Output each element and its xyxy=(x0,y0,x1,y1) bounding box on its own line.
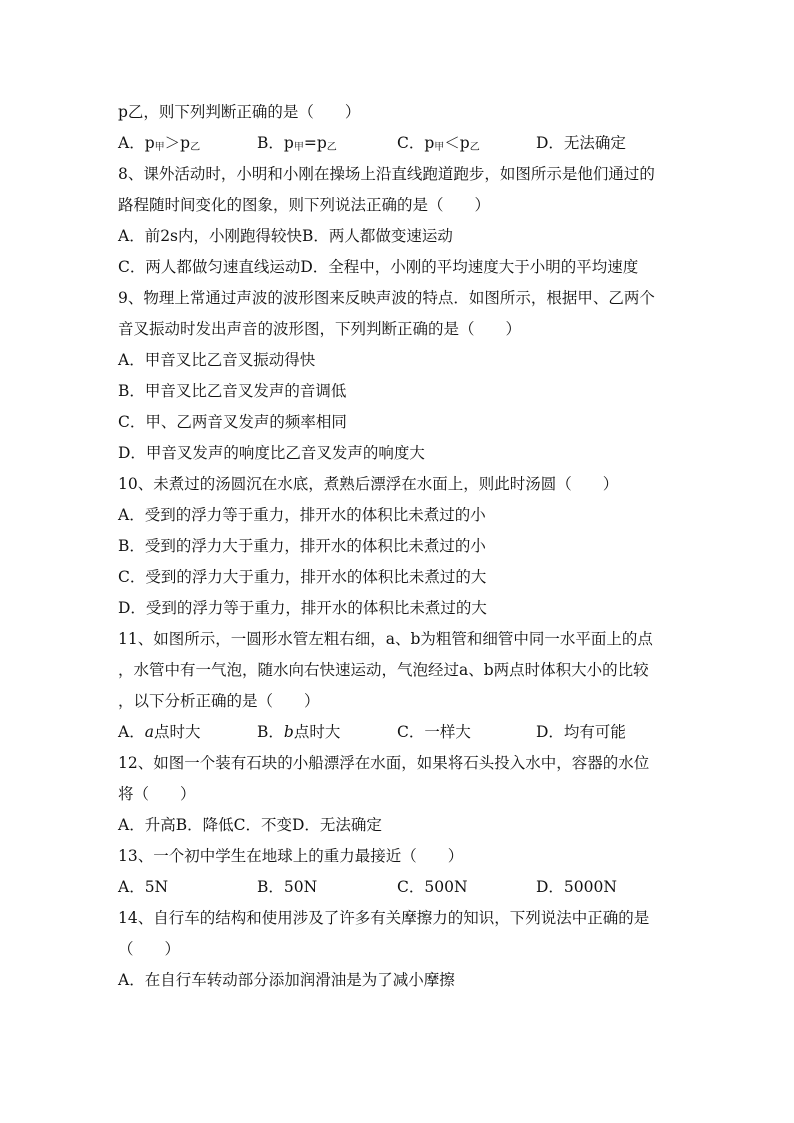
q9-stem-line1: 9、物理上常通过声波的波形图来反映声波的特点．如图所示，根据甲、乙两个 xyxy=(118,289,655,307)
q9-stem-line2: 音叉振动时发出声音的波形图，下列判断正确的是（ ） xyxy=(118,320,522,338)
q11-option-d[interactable]: D．均有可能 xyxy=(536,723,626,741)
q14-stem-line1: 14、自行车的结构和使用涉及了许多有关摩擦力的知识，下列说法中正确的是 xyxy=(118,909,650,927)
q13-option-c[interactable]: C．500N xyxy=(397,878,468,896)
q8-options-ab: A．前2s内，小刚跑得较快B．两人都做变速运动 xyxy=(118,227,453,245)
q10-option-c[interactable]: C．受到的浮力大于重力，排开水的体积比未煮过的大 xyxy=(118,568,487,586)
q13-stem: 13、一个初中学生在地球上的重力最接近（ ） xyxy=(118,847,464,865)
q13-option-d[interactable]: D．5000N xyxy=(536,878,617,896)
q11-option-a[interactable]: A．a点时大 xyxy=(118,723,201,741)
q7-option-d[interactable]: D．无法确定 xyxy=(536,134,626,152)
q12-stem-line2: 将（ ） xyxy=(118,785,196,803)
q12-options[interactable]: A．升高B．降低C．不变D．无法确定 xyxy=(118,816,382,834)
q10-option-a[interactable]: A．受到的浮力等于重力，排开水的体积比未煮过的小 xyxy=(118,506,486,524)
q11-option-c[interactable]: C．一样大 xyxy=(397,723,471,741)
q9-option-a[interactable]: A．甲音叉比乙音叉振动得快 xyxy=(118,351,316,369)
q9-option-b[interactable]: B．甲音叉比乙音叉发声的音调低 xyxy=(118,382,347,400)
q10-option-b[interactable]: B．受到的浮力大于重力，排开水的体积比未煮过的小 xyxy=(118,537,486,555)
q13-option-b[interactable]: B．50N xyxy=(257,878,318,896)
q9-option-c[interactable]: C．甲、乙两音叉发声的频率相同 xyxy=(118,413,347,431)
q11-stem-line2: ，水管中有一气泡，随水向右快速运动，气泡经过a、b两点时体积大小的比较 xyxy=(118,661,649,679)
q10-stem: 10、未煮过的汤圆沉在水底，煮熟后漂浮在水面上，则此时汤圆（ ） xyxy=(118,475,619,493)
q8-options-cd: C．两人都做匀速直线运动D．全程中，小刚的平均速度大于小明的平均速度 xyxy=(118,258,639,276)
q7-option-a[interactable]: A．$p_甲>p_乙$ xyxy=(118,134,201,153)
q8-stem-line1: 8、课外活动时，小明和小刚在操场上沿直线跑道跑步，如图所示是他们通过的 xyxy=(118,165,655,183)
q8-stem-line2: 路程随时间变化的图象，则下列说法正确的是（ ） xyxy=(118,196,491,214)
q7-option-c[interactable]: C．$p_甲<p_乙$ xyxy=(397,134,480,153)
q11-stem-line3: ，以下分析正确的是（ ） xyxy=(118,692,320,710)
q13-option-a[interactable]: A．5N xyxy=(118,878,169,896)
q11-option-b[interactable]: B．b点时大 xyxy=(257,723,341,741)
q12-stem-line1: 12、如图一个装有石块的小船漂浮在水面，如果将石头投入水中，容器的水位 xyxy=(118,754,650,772)
q7-stem-end: p乙，则下列判断正确的是（ ） xyxy=(118,103,361,121)
q7-option-b[interactable]: B．$p_甲=p_乙$ xyxy=(257,134,337,153)
q10-option-d[interactable]: D．受到的浮力等于重力，排开水的体积比未煮过的大 xyxy=(118,599,487,617)
q9-option-d[interactable]: D．甲音叉发声的响度比乙音叉发声的响度大 xyxy=(118,444,425,462)
q11-stem-line1: 11、如图所示，一圆形水管左粗右细，a、b为粗管和细管中同一水平面上的点 xyxy=(118,630,653,648)
q14-option-a[interactable]: A．在自行车转动部分添加润滑油是为了减小摩擦 xyxy=(118,971,455,989)
q14-stem-line2: （ ） xyxy=(118,940,181,958)
